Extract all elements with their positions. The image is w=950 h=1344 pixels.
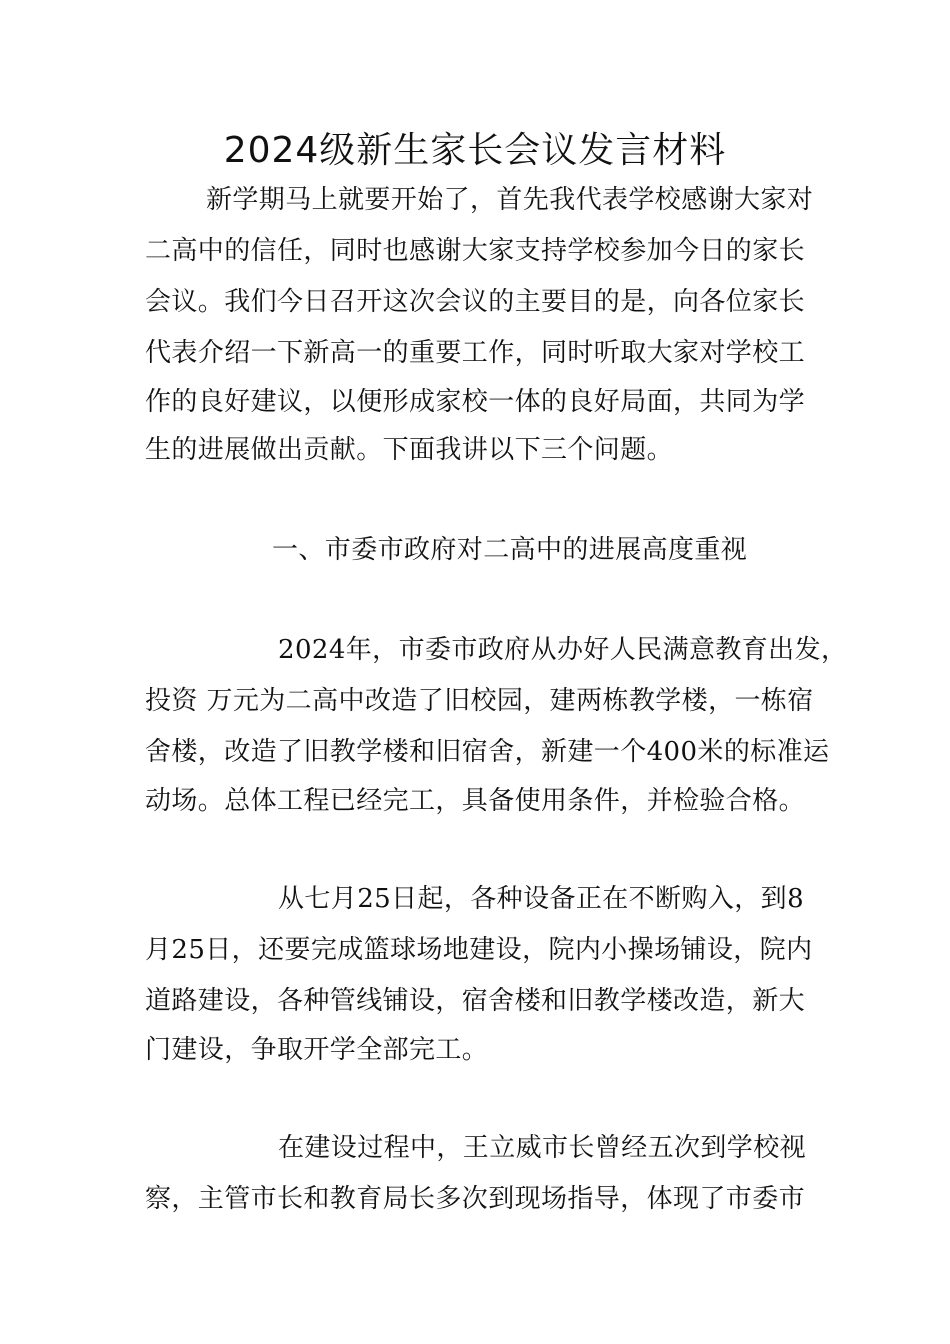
intro-line: 生的进展做出贡献。下面我讲以下三个问题。 (145, 435, 674, 465)
intro-line: 新学期马上就要开始了，首先我代表学校感谢大家对 (206, 185, 814, 215)
paragraph-line: 舍楼，改造了旧教学楼和旧宿舍，新建一个400米的标准运 (145, 737, 830, 767)
paragraph-line: 察，主管市长和教育局长多次到现场指导，体现了市委市 (145, 1184, 806, 1214)
intro-line: 二高中的信任，同时也感谢大家支持学校参加今日的家长 (145, 236, 806, 266)
intro-line: 代表介绍一下新高一的重要工作，同时听取大家对学校工 (145, 338, 806, 368)
intro-line: 作的良好建议，以便形成家校一体的良好局面，共同为学 (145, 387, 806, 417)
paragraph-line: 在建设过程中，王立威市长曾经五次到学校视 (278, 1133, 807, 1163)
section-heading: 一、市委市政府对二高中的进展高度重视 (272, 535, 748, 565)
paragraph-line: 投资 万元为二高中改造了旧校园，建两栋教学楼，一栋宿 (145, 686, 814, 716)
intro-line: 会议。我们今日召开这次会议的主要目的是，向各位家长 (145, 287, 806, 317)
paragraph-line: 门建设，争取开学全部完工。 (145, 1035, 489, 1065)
paragraph-line: 道路建设，各种管线铺设，宿舍楼和旧教学楼改造，新大 (145, 986, 806, 1016)
paragraph-line: 动场。总体工程已经完工，具备使用条件，并检验合格。 (145, 786, 806, 816)
document-title: 2024级新生家长会议发言材料 (223, 130, 727, 171)
paragraph-line: 从七月25日起，各种设备正在不断购入，到8 (278, 884, 805, 914)
paragraph-line: 月25日，还要完成篮球场地建设，院内小操场铺设，院内 (145, 935, 813, 965)
paragraph-line: 2024年，市委市政府从办好人民满意教育出发， (278, 635, 848, 665)
